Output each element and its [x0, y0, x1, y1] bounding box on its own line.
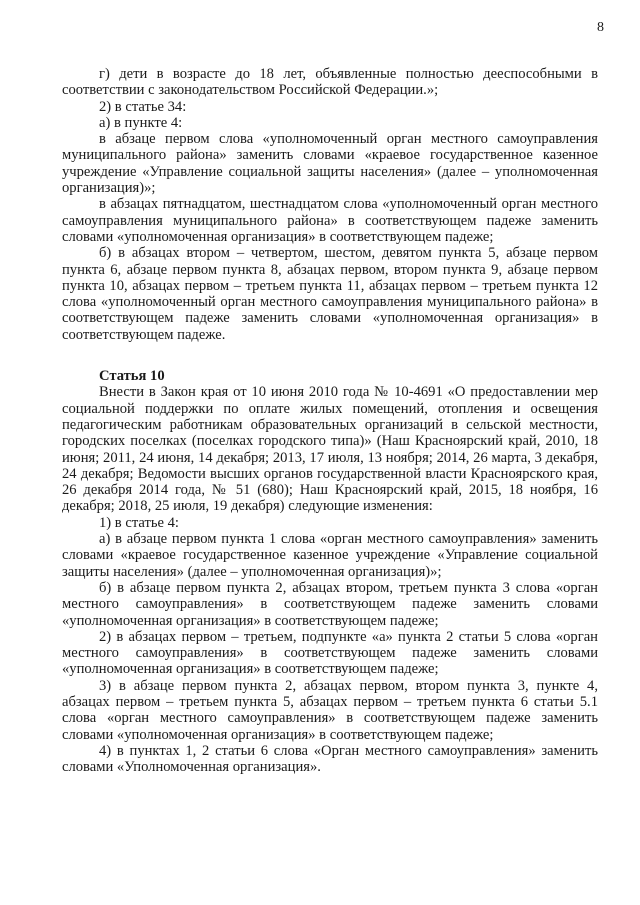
- article-heading: Статья 10: [99, 368, 165, 385]
- paragraph: 2) в статье 34:: [99, 98, 187, 115]
- paragraph: а) в пункте 4:: [99, 114, 183, 131]
- paragraph: б) в абзаце первом пункта 2, абзацах втором, третьем пункта 3 слова «орган местного самоуправления» в соответствующем падеже заменить словами «уполномоченная организация» в соответствующем падеже;: [62, 579, 598, 629]
- paragraph: 4) в пунктах 1, 2 статьи 6 слова «Орган местного самоуправления» заменить словами «Уполномоченная организация».: [62, 742, 598, 776]
- paragraph: б) в абзацах втором – четвертом, шестом, девятом пункта 5, абзаце первом пункта 6, абзаце первом пункта 8, абзацах первом, втором пункта 9, абзаце первом пункта 10, абзацах первом – третьем пункта 11, абзацах первом – третьем пункта 12 слова «уполномоченный орган местного самоуправления муниципального района» в соответствующем падеже заменить словами «уполномоченная организация» в соответствующем падеже.: [62, 245, 598, 343]
- paragraph: 1) в статье 4:: [99, 514, 179, 531]
- paragraph: г) дети в возрасте до 18 лет, объявленные полностью дееспособными в соответствии с законодательством Российской Федерации.»;: [62, 66, 598, 99]
- paragraph: в абзацах пятнадцатом, шестнадцатом слова «уполномоченный орган местного самоуправления муниципального района» в соответствующем падеже заменить словами «уполномоченная организация» в соответствующем падеже;: [62, 196, 598, 245]
- paragraph: 3) в абзаце первом пункта 2, абзацах первом, втором пункта 3, пункте 4, абзацах первом – третьем пункта 5, абзацах первом – третьем пункта 6 статьи 5.1 слова «орган местного самоуправления» в соответствующем падеже заменить словами «уполномоченная организация» в соответствующем падеже;: [62, 677, 598, 743]
- paragraph: в абзаце первом слова «уполномоченный орган местного самоуправления муниципального района» заменить словами «краевое государственное казенное учреждение «Управление социальной защиты населения» (далее – уполномоченная организация)»;: [62, 131, 598, 197]
- page-number: 8: [597, 20, 604, 35]
- document-body: [62, 66, 598, 775]
- paragraph: 2) в абзацах первом – третьем, подпункте «а» пункта 2 статьи 5 слова «орган местного самоуправления» в соответствующем падеже заменить словами «уполномоченная организация» в соответствующем падеже;: [62, 628, 598, 678]
- paragraph: Внести в Закон края от 10 июня 2010 года № 10-4691 «О предоставлении мер социальной поддержки по оплате жилых помещений, отопления и освещения педагогическим работникам образовательных организаций в сельской местности, городских поселках (поселках городского типа)» (Наш Красноярский край, 2010, 18 июня; 2011, 24 июня, 14 декабря; 2013, 17 июля, 13 ноября; 2014, 26 марта, 3 декабря, 24 декабря; Ведомости высших органов государственной власти Красноярского края, 26 декабря 2014 года, № 51 (680); Наш Красноярский край, 2015, 18 ноября, 16 декабря; 2018, 25 июля, 19 декабря) следующие изменения:: [62, 384, 598, 515]
- paragraph: а) в абзаце первом пункта 1 слова «орган местного самоуправления» заменить словами «краевое государственное казенное учреждение «Управление социальной защиты населения» (далее – уполномоченная организация)»;: [62, 531, 598, 580]
